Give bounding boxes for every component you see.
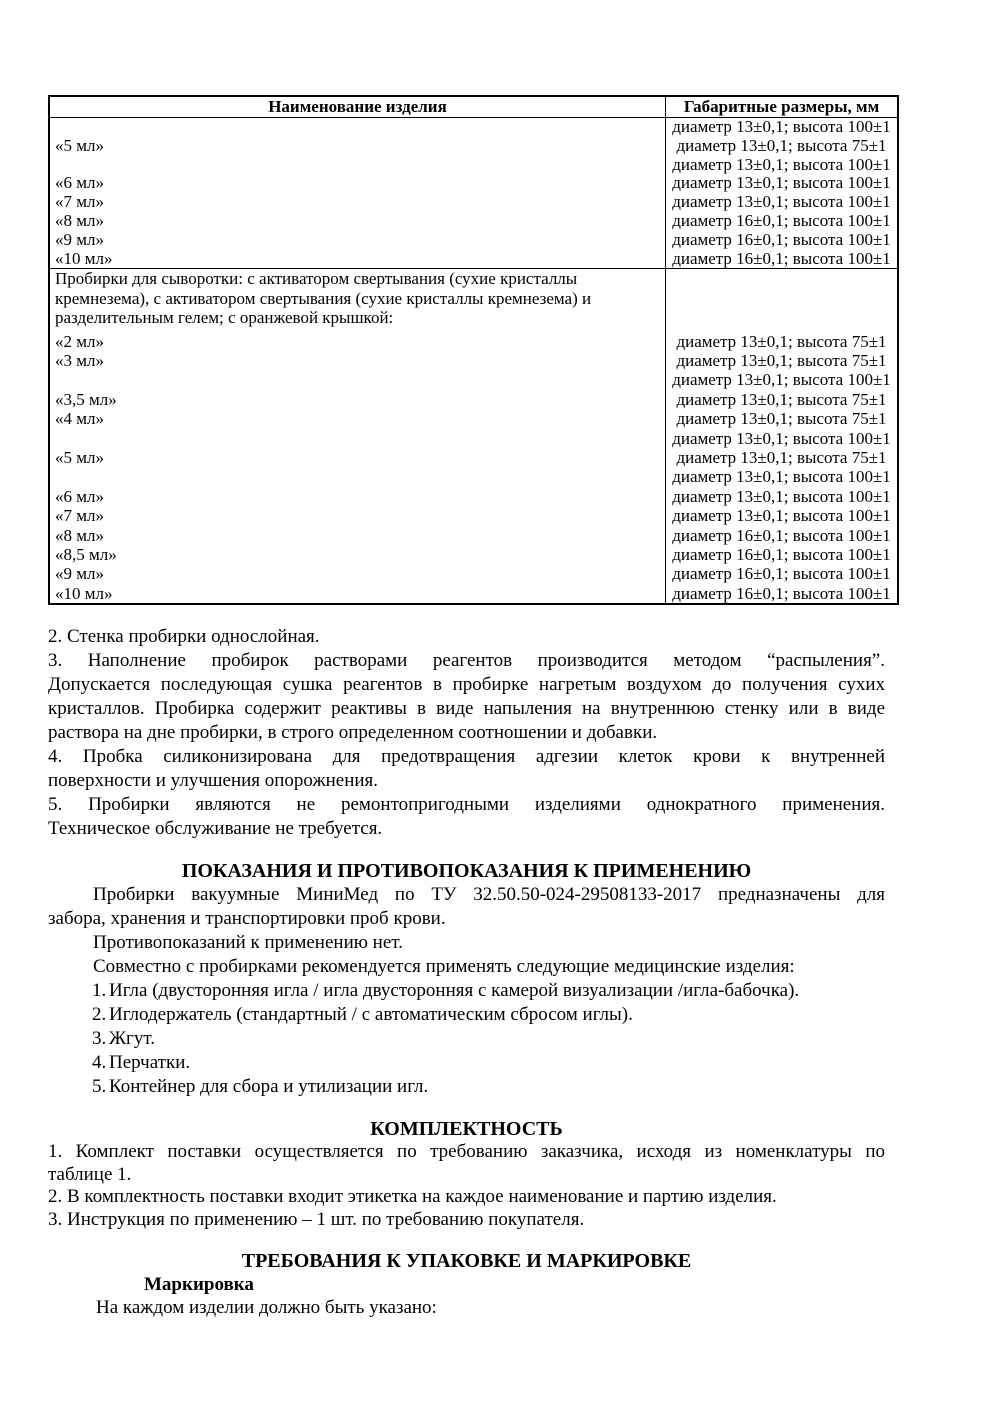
product-name-cell: «8,5 мл» xyxy=(50,545,666,564)
product-name-cell: «8 мл» xyxy=(50,526,666,545)
text-line: 2. Стенка пробирки однослойная. xyxy=(48,626,320,647)
dimensions-cell: диаметр 13±0,1; высота 100±1 xyxy=(672,486,891,506)
paragraph-recommended-devices: Совместно с пробирками рекомендуется применять следующие медицинские изделия: xyxy=(93,956,795,977)
dimensions-cell: диаметр 13±0,1; высота 75±1 xyxy=(676,447,887,467)
product-name-cell: «9 мл» xyxy=(50,564,666,583)
recommended-devices-list xyxy=(48,979,885,1099)
table-row xyxy=(50,409,897,428)
product-name-cell xyxy=(50,118,666,137)
product-name-cell: «5 мл» xyxy=(50,448,666,467)
paragraph-marking-intro: На каждом изделии должно быть указано: xyxy=(96,1297,437,1318)
paragraph-stopper xyxy=(48,745,885,793)
table-row xyxy=(50,487,897,506)
list-item xyxy=(92,1075,885,1099)
product-name-cell: «7 мл» xyxy=(50,193,666,212)
text-line: Техническое обслуживание не требуется. xyxy=(48,818,383,839)
list-item-number: 3. xyxy=(92,1028,107,1049)
table-intro-line: Пробирки для сыворотки: с активатором свертывания (сухие кристаллы xyxy=(55,269,578,289)
dimensions-cell: диаметр 13±0,1; высота 100±1 xyxy=(672,428,891,448)
product-name-cell: «5 мл» xyxy=(50,137,666,156)
list-item-text: Игла (двусторонняя игла / игла двусторонняя с камерой визуализации /игла-бабочка). xyxy=(109,980,800,1001)
table-section xyxy=(50,268,897,603)
section-heading-packaging: ТРЕБОВАНИЯ К УПАКОВКЕ И МАРКИРОВКЕ xyxy=(241,1250,692,1272)
table-row xyxy=(50,193,897,212)
table-row xyxy=(50,564,897,583)
completeness-item-3: 3. Инструкция по применению – 1 шт. по требованию покупателя. xyxy=(48,1208,585,1230)
table-intro-line: разделительным гелем; с оранжевой крышкой: xyxy=(55,308,394,328)
paragraph-single-use xyxy=(48,793,885,841)
section-heading-indications: ПОКАЗАНИЯ И ПРОТИВОПОКАЗАНИЯ К ПРИМЕНЕНИЮ xyxy=(181,860,752,882)
product-name-cell: «4 мл» xyxy=(50,409,666,428)
table-row xyxy=(50,506,897,525)
table-row xyxy=(50,390,897,409)
text-line: 5. Пробирки являются не ремонтопригодными изделиями однократного применения. xyxy=(48,794,885,815)
table-header-product-name: Наименование изделия xyxy=(50,97,666,117)
table-row xyxy=(50,231,897,250)
completeness-item-1 xyxy=(48,1141,885,1186)
dimensions-cell: диаметр 16±0,1; высота 100±1 xyxy=(672,230,891,249)
dimensions-cell: диаметр 16±0,1; высота 100±1 xyxy=(672,211,891,230)
list-item xyxy=(92,1051,885,1075)
list-item-text: Перчатки. xyxy=(109,1052,191,1073)
dimensions-cell xyxy=(666,269,897,327)
product-name-cell xyxy=(50,269,666,327)
dimensions-cell: диаметр 13±0,1; высота 75±1 xyxy=(676,409,887,429)
table-intro-line: кремнезема), с активатором свертывания (сухие кристаллы кремнезема) и xyxy=(55,288,592,308)
text-line: 4. Пробка силиконизирована для предотвращения адгезии клеток крови к внутренней xyxy=(48,746,885,767)
product-name-cell: «9 мл» xyxy=(50,231,666,250)
product-name-cell: «2 мл» xyxy=(50,332,666,351)
list-item-number: 1. xyxy=(92,980,107,1001)
dimensions-cell: диаметр 13±0,1; высота 100±1 xyxy=(672,155,891,174)
table-row xyxy=(50,174,897,193)
product-name-cell: «3,5 мл» xyxy=(50,390,666,409)
dimensions-cell: диаметр 16±0,1; высота 100±1 xyxy=(672,249,891,268)
product-name-cell xyxy=(50,370,666,389)
table-row xyxy=(50,212,897,231)
list-item-text: Жгут. xyxy=(109,1028,155,1049)
product-name-cell xyxy=(50,467,666,486)
table-row xyxy=(50,156,897,175)
document-body xyxy=(48,604,885,1319)
dimensions-cell: диаметр 13±0,1; высота 75±1 xyxy=(676,136,887,155)
dimensions-cell: диаметр 13±0,1; высота 100±1 xyxy=(672,174,891,193)
text-line: Допускается последующая сушка реагентов в пробирке нагретым воздухом до получения сухих xyxy=(48,674,885,695)
product-name-cell: «6 мл» xyxy=(50,174,666,193)
list-item xyxy=(92,1027,885,1051)
dimensions-cell: диаметр 16±0,1; высота 100±1 xyxy=(672,525,891,545)
product-name-cell: «10 мл» xyxy=(50,584,666,603)
paragraph-contraindications: Противопоказаний к применению нет. xyxy=(93,932,403,953)
table-row xyxy=(50,429,897,448)
list-item-text: Контейнер для сбора и утилизации игл. xyxy=(109,1076,429,1097)
text-line: забора, хранения и транспортировки проб крови. xyxy=(48,908,446,929)
table-row xyxy=(50,526,897,545)
dimensions-cell: диаметр 13±0,1; высота 100±1 xyxy=(672,467,891,487)
list-item xyxy=(92,979,885,1003)
table-section-intro-row xyxy=(50,269,897,327)
completeness-item-2: 2. В комплектность поставки входит этикетка на каждое наименование и партию изделия. xyxy=(48,1186,777,1207)
dimensions-cell: диаметр 16±0,1; высота 100±1 xyxy=(672,544,891,564)
table-row xyxy=(50,545,897,564)
dimensions-cell: диаметр 13±0,1; высота 100±1 xyxy=(672,193,891,212)
product-name-cell: «7 мл» xyxy=(50,506,666,525)
text-line: кристаллов. Пробирка содержит реактивы в виде напыления на внутреннюю стенку или в виде xyxy=(48,698,885,719)
dimensions-cell: диаметр 16±0,1; высота 100±1 xyxy=(672,564,891,584)
text-line: 1. Комплект поставки осуществляется по требованию заказчика, исходя из номенклатуры по xyxy=(48,1141,885,1162)
paragraph-filling xyxy=(48,649,885,745)
product-name-cell: «10 мл» xyxy=(50,250,666,269)
table-row xyxy=(50,448,897,467)
table-row xyxy=(50,118,897,137)
dimensions-cell: диаметр 13±0,1; высота 100±1 xyxy=(672,118,891,136)
paragraph-wall xyxy=(48,625,885,649)
dimensions-cell: диаметр 16±0,1; высота 100±1 xyxy=(672,583,891,603)
table-row xyxy=(50,250,897,269)
table-row xyxy=(50,351,897,370)
table-row xyxy=(50,332,897,351)
table-row xyxy=(50,137,897,156)
text-line: таблице 1. xyxy=(48,1163,132,1185)
dimensions-cell: диаметр 13±0,1; высота 75±1 xyxy=(676,331,887,351)
dimensions-cell: диаметр 13±0,1; высота 75±1 xyxy=(676,389,887,409)
table-row xyxy=(50,584,897,603)
text-line: Пробирки вакуумные МиниМед по ТУ 32.50.50-024-29508133-2017 предназначены для xyxy=(93,884,885,905)
product-name-cell: «6 мл» xyxy=(50,487,666,506)
table-header-dimensions: Габаритные размеры, мм xyxy=(683,97,880,116)
product-name-cell xyxy=(50,156,666,175)
text-line: 3. Наполнение пробирок растворами реагентов производится методом “распыления”. xyxy=(48,650,885,671)
table-body xyxy=(50,118,897,603)
table-row xyxy=(50,467,897,486)
product-spec-table xyxy=(48,95,899,605)
text-line: раствора на дне пробирки, в строго определенном соотношении и добавки. xyxy=(48,722,658,743)
table-header-row xyxy=(50,97,897,118)
list-item-number: 2. xyxy=(92,1004,107,1025)
paragraph-purpose xyxy=(48,883,885,931)
text-line: поверхности и улучшения опорожнения. xyxy=(48,770,379,791)
list-item xyxy=(92,1003,885,1027)
list-item-number: 5. xyxy=(92,1076,107,1097)
table-section xyxy=(50,118,897,268)
list-item-number: 4. xyxy=(92,1052,107,1073)
product-name-cell: «8 мл» xyxy=(50,212,666,231)
table-row xyxy=(50,370,897,389)
list-item-text: Иглодержатель (стандартный / с автоматическим сбросом иглы). xyxy=(109,1004,633,1025)
product-name-cell xyxy=(50,429,666,448)
dimensions-cell: диаметр 13±0,1; высота 100±1 xyxy=(672,370,891,390)
product-name-cell: «3 мл» xyxy=(50,351,666,370)
section-heading-completeness: КОМПЛЕКТНОСТЬ xyxy=(370,1118,563,1140)
subheading-marking: Маркировка xyxy=(144,1274,254,1295)
dimensions-cell: диаметр 13±0,1; высота 75±1 xyxy=(676,350,887,370)
dimensions-cell: диаметр 13±0,1; высота 100±1 xyxy=(672,506,891,526)
